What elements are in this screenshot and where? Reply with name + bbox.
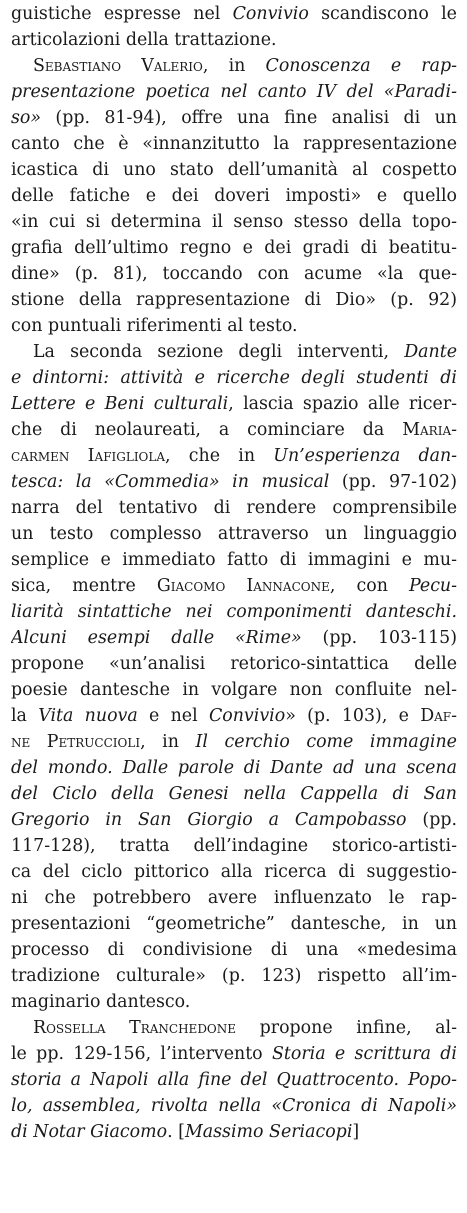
italic-title: Un’esperienza dan- [273, 446, 457, 466]
text-line [11, 79, 457, 105]
text-run: le pp. 129-156, l’intervento [11, 1044, 272, 1064]
text-run: dine» (p. 81), toccando con acume «la que- [11, 264, 457, 284]
text-run: (pp. [406, 810, 457, 830]
text-run: processo di condivisione di una «medesima [11, 940, 457, 960]
text-line [11, 937, 457, 963]
text-line [11, 131, 457, 157]
text-line [11, 339, 457, 365]
italic-title: presentazione poetica nel canto IV del «Paradi- [11, 82, 457, 102]
text-line [11, 365, 457, 391]
text-line [11, 261, 457, 287]
italic-title: Storia e scrittura di [271, 1044, 457, 1064]
text-run: guistiche espresse nel [11, 4, 233, 24]
italic-title: storia a Napoli alla fine del Quattrocento. Popo- [11, 1070, 457, 1090]
text-line [11, 1119, 457, 1145]
text-line [11, 625, 457, 651]
author-name: Sebastiano Valerio [33, 56, 203, 76]
text-line [11, 27, 457, 53]
text-line [11, 53, 457, 79]
text-line [11, 1, 457, 27]
text-run: , in [140, 732, 196, 752]
text-run: grafia dell’ultimo regno e dei gradi di beatitu- [11, 238, 457, 258]
text-run: scandiscono le [308, 4, 457, 24]
italic-title: Massimo Seriacopi [184, 1122, 353, 1142]
italic-title: Pecu- [408, 576, 457, 596]
text-run: ca del ciclo pittorico alla ricerca di suggestio- [11, 862, 457, 882]
text-line [11, 235, 457, 261]
text-line [11, 911, 457, 937]
italic-title: e dintorni: attività e ricerche degli studenti di [11, 368, 457, 388]
text-line [11, 495, 457, 521]
italic-title: del Ciclo della Genesi nella Cappella di San [11, 784, 457, 804]
text-run: narra del tentativo di rendere comprensibile [11, 498, 457, 518]
text-run: (pp. 103-115) [301, 628, 457, 648]
italic-title: Alcuni esempi dalle «Rime» [11, 628, 302, 648]
text-run: tradizione culturale» (p. 123) rispetto all’im- [11, 966, 457, 986]
text-run: ] [352, 1122, 360, 1142]
text-line [11, 469, 457, 495]
text-run: (pp. 97-102) [329, 472, 457, 492]
paragraph-p1 [11, 1, 457, 53]
text-run: presentazioni “geometriche” dantesche, in un [11, 914, 457, 934]
text-line [11, 703, 457, 729]
text-run: articolazioni della trattazione. [11, 30, 277, 50]
text-line [11, 157, 457, 183]
italic-title: Vita nuova [38, 706, 138, 726]
text-run: un testo complesso attraverso un linguaggio [11, 524, 457, 544]
text-line [11, 1041, 457, 1067]
text-run: la [11, 706, 39, 726]
text-run: poesie dantesche in volgare non confluite nel- [11, 680, 457, 700]
text-line [11, 391, 457, 417]
text-line [11, 209, 457, 235]
text-line [11, 833, 457, 859]
text-line [11, 183, 457, 209]
text-line [11, 885, 457, 911]
italic-title: tesca: la «Commedia» in musical [11, 472, 330, 492]
italic-title: liarità sintattiche nei componimenti danteschi. [11, 602, 457, 622]
text-line [11, 729, 457, 755]
italic-title: Dante [404, 342, 457, 362]
italic-title: del mondo. Dalle parole di Dante ad una scena [11, 758, 457, 778]
italic-title: Gregorio in San Giorgio a Campobasso [11, 810, 407, 830]
text-line [11, 807, 457, 833]
text-line [11, 859, 457, 885]
text-run: maginario dantesco. [11, 992, 191, 1012]
text-run: «in cui si determina il senso stesso della topo- [11, 212, 457, 232]
text-line [11, 287, 457, 313]
text-line [11, 651, 457, 677]
paragraph-p3 [11, 339, 457, 1015]
text-run: icastica di uno stato dell’umanità al cospetto [11, 160, 457, 180]
italic-title: lo, assemblea, rivolta nella «Cronica di Napoli» [11, 1096, 457, 1116]
text-run: e nel [137, 706, 209, 726]
text-line [11, 599, 457, 625]
italic-title: Lettere e Beni culturali [11, 394, 229, 414]
text-run: sica, mentre [11, 576, 157, 596]
text-run: con puntuali riferimenti al testo. [11, 316, 298, 336]
text-run: semplice e immediato fatto di immagini e mu- [11, 550, 457, 570]
text-run: » (p. 103), e [285, 706, 421, 726]
text-line [11, 963, 457, 989]
paragraph-p4 [11, 1015, 457, 1145]
text-run: 117-128), tratta dell’indagine storico-artisti- [11, 836, 457, 856]
text-run: canto che è «innanzitutto la rappresentazione [11, 134, 457, 154]
paragraph-p2 [11, 53, 457, 339]
text-run: propone infine, al- [236, 1018, 457, 1038]
text-run: , in [202, 56, 266, 76]
author-name: carmen Iafigliola [11, 446, 166, 466]
author-name: ne Petruccioli [11, 732, 141, 752]
text-run: (pp. 81-94), offre una fine analisi di un [41, 108, 457, 128]
author-name: Daf- [420, 706, 457, 726]
italic-title: so» [11, 108, 42, 128]
text-line [11, 781, 457, 807]
text-line [11, 443, 457, 469]
text-line [11, 417, 457, 443]
text-line [11, 1015, 457, 1041]
text-line [11, 989, 457, 1015]
text-line [11, 1093, 457, 1119]
text-line [11, 521, 457, 547]
text-line [11, 105, 457, 131]
text-run: , con [329, 576, 409, 596]
text-run: delle fatiche e dei doveri imposti» e quello [11, 186, 457, 206]
text-line [11, 1067, 457, 1093]
text-run: . [ [167, 1122, 185, 1142]
text-run: che di neolaureati, a cominciare da [11, 420, 403, 440]
italic-title: Il cerchio come immagine [195, 732, 457, 752]
author-name: Giacomo Iannacone [156, 576, 330, 596]
text-run: , lascia spazio alle ricer- [228, 394, 457, 414]
text-line [11, 677, 457, 703]
author-name: Maria- [402, 420, 457, 440]
text-line [11, 547, 457, 573]
text-run: ni che potrebbero avere influenzato le rap- [11, 888, 457, 908]
text-run: propone «un’analisi retorico-sintattica delle [11, 654, 457, 674]
text-line [11, 573, 457, 599]
author-name: Rossella Tranchedone [33, 1018, 237, 1038]
text-line [11, 755, 457, 781]
text-line [11, 313, 457, 339]
text-run: stione della rappresentazione di Dio» (p. 92) [11, 290, 457, 310]
text-run: , che in [165, 446, 274, 466]
italic-title: di Notar Giacomo [11, 1122, 168, 1142]
italic-title: Convivio [208, 706, 286, 726]
text-run: La seconda sezione degli interventi, [33, 342, 405, 362]
italic-title: Convivio [232, 4, 309, 24]
review-text-body [11, 1, 457, 1145]
italic-title: Conoscenza e rap- [265, 56, 457, 76]
